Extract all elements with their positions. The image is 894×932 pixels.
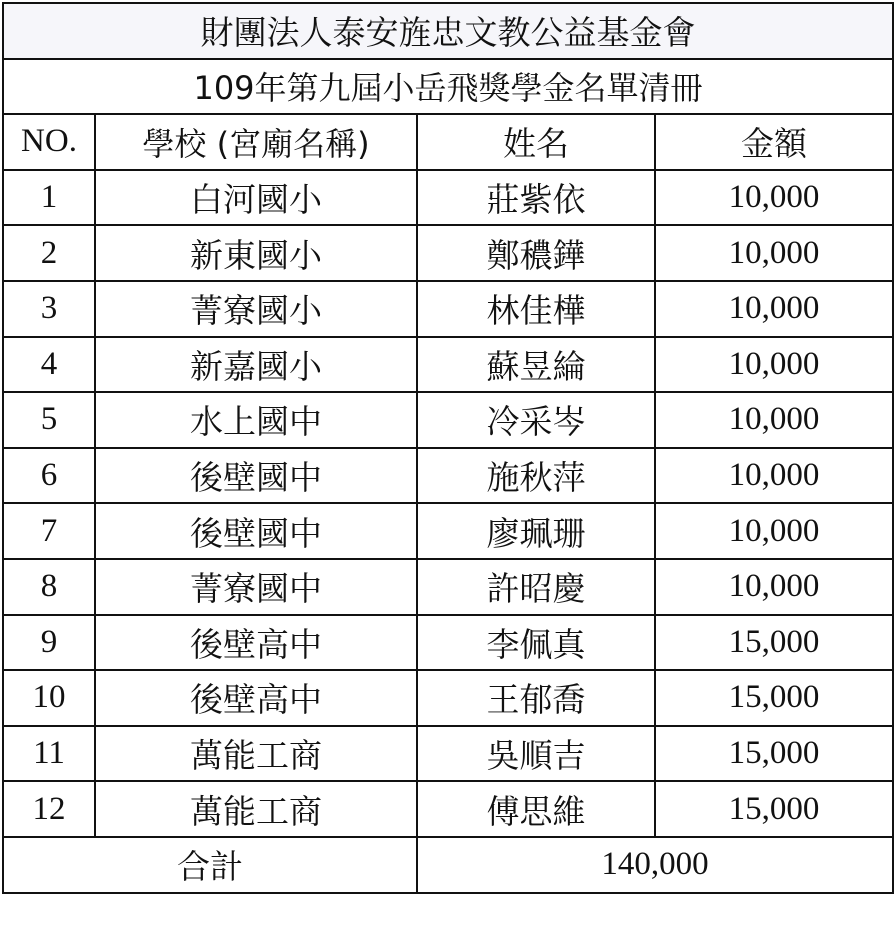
table-row	[3, 503, 893, 559]
title-row	[3, 3, 893, 59]
row-school: 後壁高中	[95, 670, 417, 726]
row-school: 白河國小	[95, 170, 417, 226]
row-school: 後壁高中	[95, 615, 417, 671]
row-amount: 15,000	[655, 726, 893, 782]
table-row	[3, 670, 893, 726]
row-amount: 10,000	[655, 392, 893, 448]
table-row	[3, 615, 893, 671]
row-school: 新嘉國小	[95, 337, 417, 393]
row-amount: 10,000	[655, 503, 893, 559]
table-row	[3, 170, 893, 226]
row-no: 3	[3, 281, 95, 337]
row-no: 11	[3, 726, 95, 782]
table-row	[3, 225, 893, 281]
row-name: 林佳樺	[417, 281, 655, 337]
row-name: 冷采岑	[417, 392, 655, 448]
row-no: 2	[3, 225, 95, 281]
row-school: 新東國小	[95, 225, 417, 281]
foundation-title: 財團法人泰安旌忠文教公益基金會	[3, 3, 893, 59]
table-row	[3, 726, 893, 782]
row-no: 9	[3, 615, 95, 671]
subtitle-row	[3, 59, 893, 115]
row-amount: 10,000	[655, 559, 893, 615]
row-name: 鄭穠鏵	[417, 225, 655, 281]
table-row	[3, 392, 893, 448]
row-amount: 10,000	[655, 337, 893, 393]
row-name: 莊紫依	[417, 170, 655, 226]
header-row	[3, 114, 893, 170]
row-school: 水上國中	[95, 392, 417, 448]
row-amount: 10,000	[655, 170, 893, 226]
row-school: 後壁國中	[95, 448, 417, 504]
total-amount: 140,000	[417, 837, 893, 893]
row-no: 5	[3, 392, 95, 448]
total-row	[3, 837, 893, 893]
row-amount: 10,000	[655, 281, 893, 337]
header-name: 姓名	[417, 114, 655, 170]
row-name: 廖珮珊	[417, 503, 655, 559]
row-no: 1	[3, 170, 95, 226]
row-no: 12	[3, 781, 95, 837]
row-name: 李佩真	[417, 615, 655, 671]
header-school: 學校 (宮廟名稱)	[95, 114, 417, 170]
row-name: 施秋萍	[417, 448, 655, 504]
list-subtitle: 109年第九屆小岳飛獎學金名單清冊	[3, 59, 893, 115]
row-amount: 10,000	[655, 225, 893, 281]
header-amount: 金額	[655, 114, 893, 170]
total-label: 合計	[3, 837, 417, 893]
row-name: 傅思維	[417, 781, 655, 837]
row-school: 萬能工商	[95, 726, 417, 782]
row-school: 菁寮國小	[95, 281, 417, 337]
row-no: 6	[3, 448, 95, 504]
table-row	[3, 559, 893, 615]
table-row	[3, 781, 893, 837]
row-name: 吳順吉	[417, 726, 655, 782]
table-row	[3, 448, 893, 504]
row-no: 10	[3, 670, 95, 726]
row-amount: 10,000	[655, 448, 893, 504]
row-name: 許昭慶	[417, 559, 655, 615]
row-no: 7	[3, 503, 95, 559]
row-amount: 15,000	[655, 670, 893, 726]
row-no: 8	[3, 559, 95, 615]
row-name: 蘇昱綸	[417, 337, 655, 393]
row-school: 萬能工商	[95, 781, 417, 837]
table-row	[3, 281, 893, 337]
row-amount: 15,000	[655, 615, 893, 671]
row-name: 王郁喬	[417, 670, 655, 726]
table-row	[3, 337, 893, 393]
row-no: 4	[3, 337, 95, 393]
row-amount: 15,000	[655, 781, 893, 837]
row-school: 後壁國中	[95, 503, 417, 559]
row-school: 菁寮國中	[95, 559, 417, 615]
scholarship-table	[2, 2, 894, 894]
header-no: NO.	[3, 114, 95, 170]
